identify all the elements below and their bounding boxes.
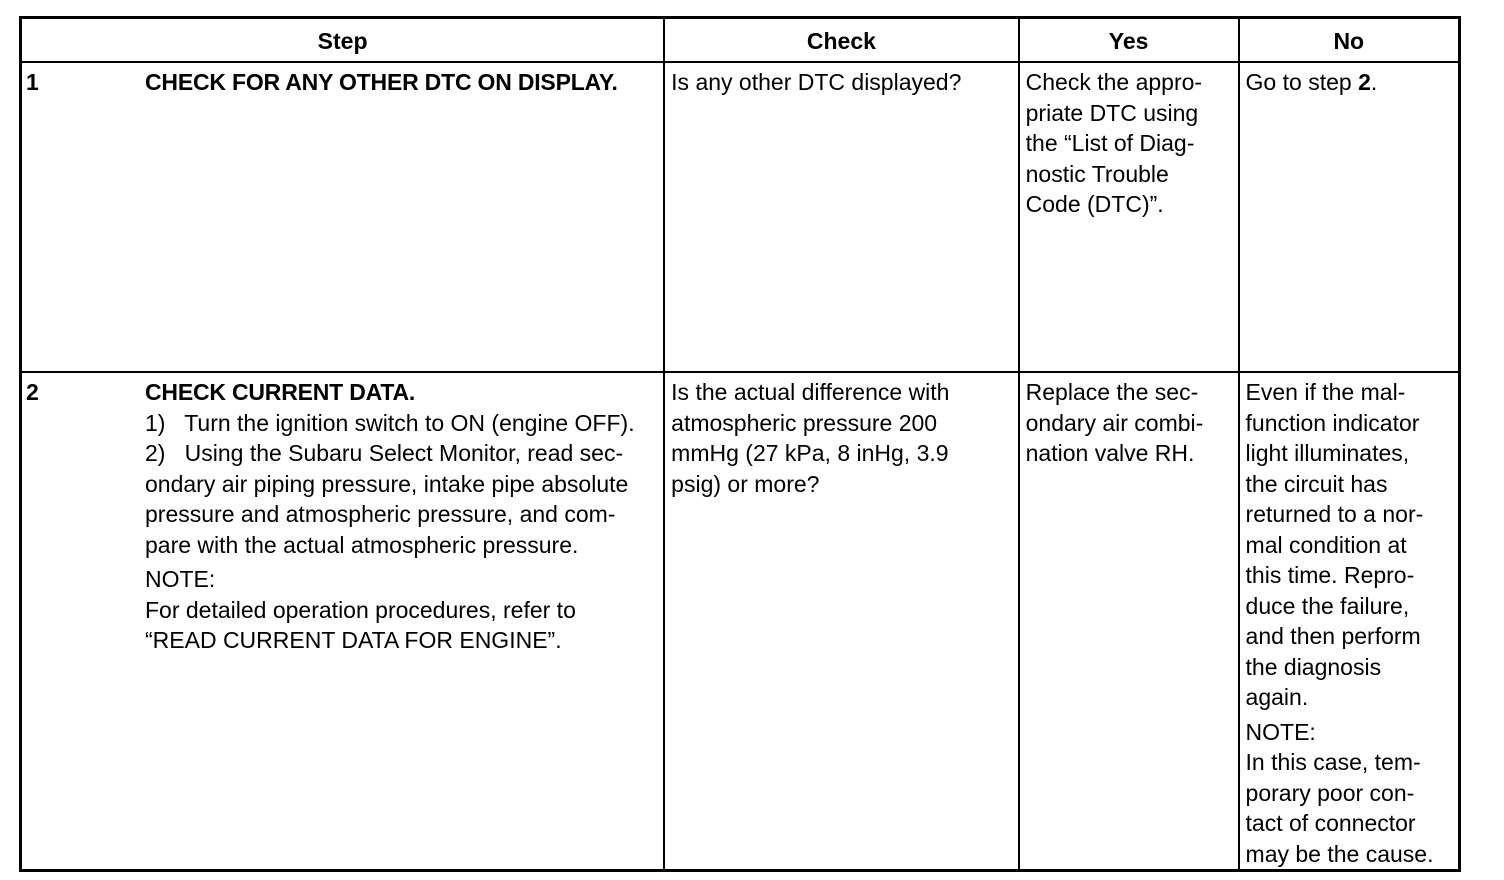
header-row xyxy=(21,18,1460,63)
step-instruction-line: ondary air piping pressure, intake pipe absolute xyxy=(145,470,629,497)
check-line: atmospheric pressure 200 xyxy=(671,409,938,436)
no-line: mal condition at xyxy=(1245,531,1407,558)
check-line: psig) or more? xyxy=(671,470,820,497)
step-title: CHECK FOR ANY OTHER DTC ON DISPLAY. xyxy=(145,69,618,95)
note-line: tact of connector xyxy=(1245,810,1416,836)
step-reference-link[interactable]: 2 xyxy=(1358,69,1371,95)
yes-line: Replace the sec- xyxy=(1025,379,1199,405)
check-text: Is any other DTC displayed? xyxy=(671,69,962,95)
yes-cell xyxy=(1019,372,1239,871)
step-instruction-line: 2) Using the Subaru Select Monitor, read sec- xyxy=(145,440,624,466)
note-line: porary poor con- xyxy=(1245,779,1415,806)
no-line: the diagnosis xyxy=(1245,653,1382,680)
step-instruction: 1) Turn the ignition switch to ON (engine OFF). xyxy=(145,409,635,436)
no-line: and then perform xyxy=(1245,623,1421,649)
step-title: CHECK CURRENT DATA. xyxy=(145,379,416,405)
no-line: this time. Repro- xyxy=(1245,562,1415,588)
no-cell xyxy=(1239,372,1460,871)
note-label: NOTE: xyxy=(1245,718,1316,745)
no-line: function indicator xyxy=(1245,409,1420,436)
step-number: 2 xyxy=(26,379,39,405)
yes-cell xyxy=(1019,62,1239,372)
note-line: may be the cause. xyxy=(1245,840,1434,867)
no-line: light illuminates, xyxy=(1245,440,1410,466)
no-line: duce the failure, xyxy=(1245,592,1410,619)
yes-line: Code (DTC)”. xyxy=(1025,191,1164,217)
step-cell xyxy=(21,372,665,871)
check-line: mmHg (27 kPa, 8 inHg, 3.9 xyxy=(671,440,949,466)
yes-line: the “List of Diag- xyxy=(1025,130,1195,156)
check-line: Is the actual difference with xyxy=(671,379,950,405)
table-row xyxy=(21,372,1460,871)
header-yes: Yes xyxy=(1019,18,1239,63)
yes-line: nostic Trouble xyxy=(1025,160,1169,187)
check-cell xyxy=(664,62,1018,372)
table-row xyxy=(21,62,1460,372)
header-step: Step xyxy=(21,18,665,63)
yes-line: Check the appro- xyxy=(1025,69,1203,95)
no-suffix: . xyxy=(1370,69,1378,95)
check-cell xyxy=(664,372,1018,871)
no-line: returned to a nor- xyxy=(1245,501,1424,527)
header-check: Check xyxy=(664,18,1018,63)
note-line: In this case, tem- xyxy=(1245,749,1421,775)
no-cell xyxy=(1239,62,1460,372)
note-line: “READ CURRENT DATA FOR ENGINE”. xyxy=(145,627,562,653)
note-line: For detailed operation procedures, refer to xyxy=(145,596,576,623)
no-text xyxy=(1246,67,1454,98)
yes-line: priate DTC using xyxy=(1025,99,1199,126)
no-line: again. xyxy=(1245,684,1309,710)
yes-line: ondary air combi- xyxy=(1025,409,1204,436)
no-prefix: Go to step xyxy=(1245,69,1359,95)
step-instruction-line: pare with the actual atmospheric pressure. xyxy=(145,531,579,558)
note-label: NOTE: xyxy=(145,566,216,592)
step-number: 1 xyxy=(26,69,39,95)
step-instruction-line: pressure and atmospheric pressure, and com- xyxy=(145,501,616,527)
header-no: No xyxy=(1239,18,1460,63)
no-line: the circuit has xyxy=(1245,470,1388,497)
no-line: Even if the mal- xyxy=(1245,379,1406,405)
diagnostic-table xyxy=(19,16,1461,872)
yes-line: nation valve RH. xyxy=(1025,440,1195,466)
step-cell xyxy=(21,62,665,372)
